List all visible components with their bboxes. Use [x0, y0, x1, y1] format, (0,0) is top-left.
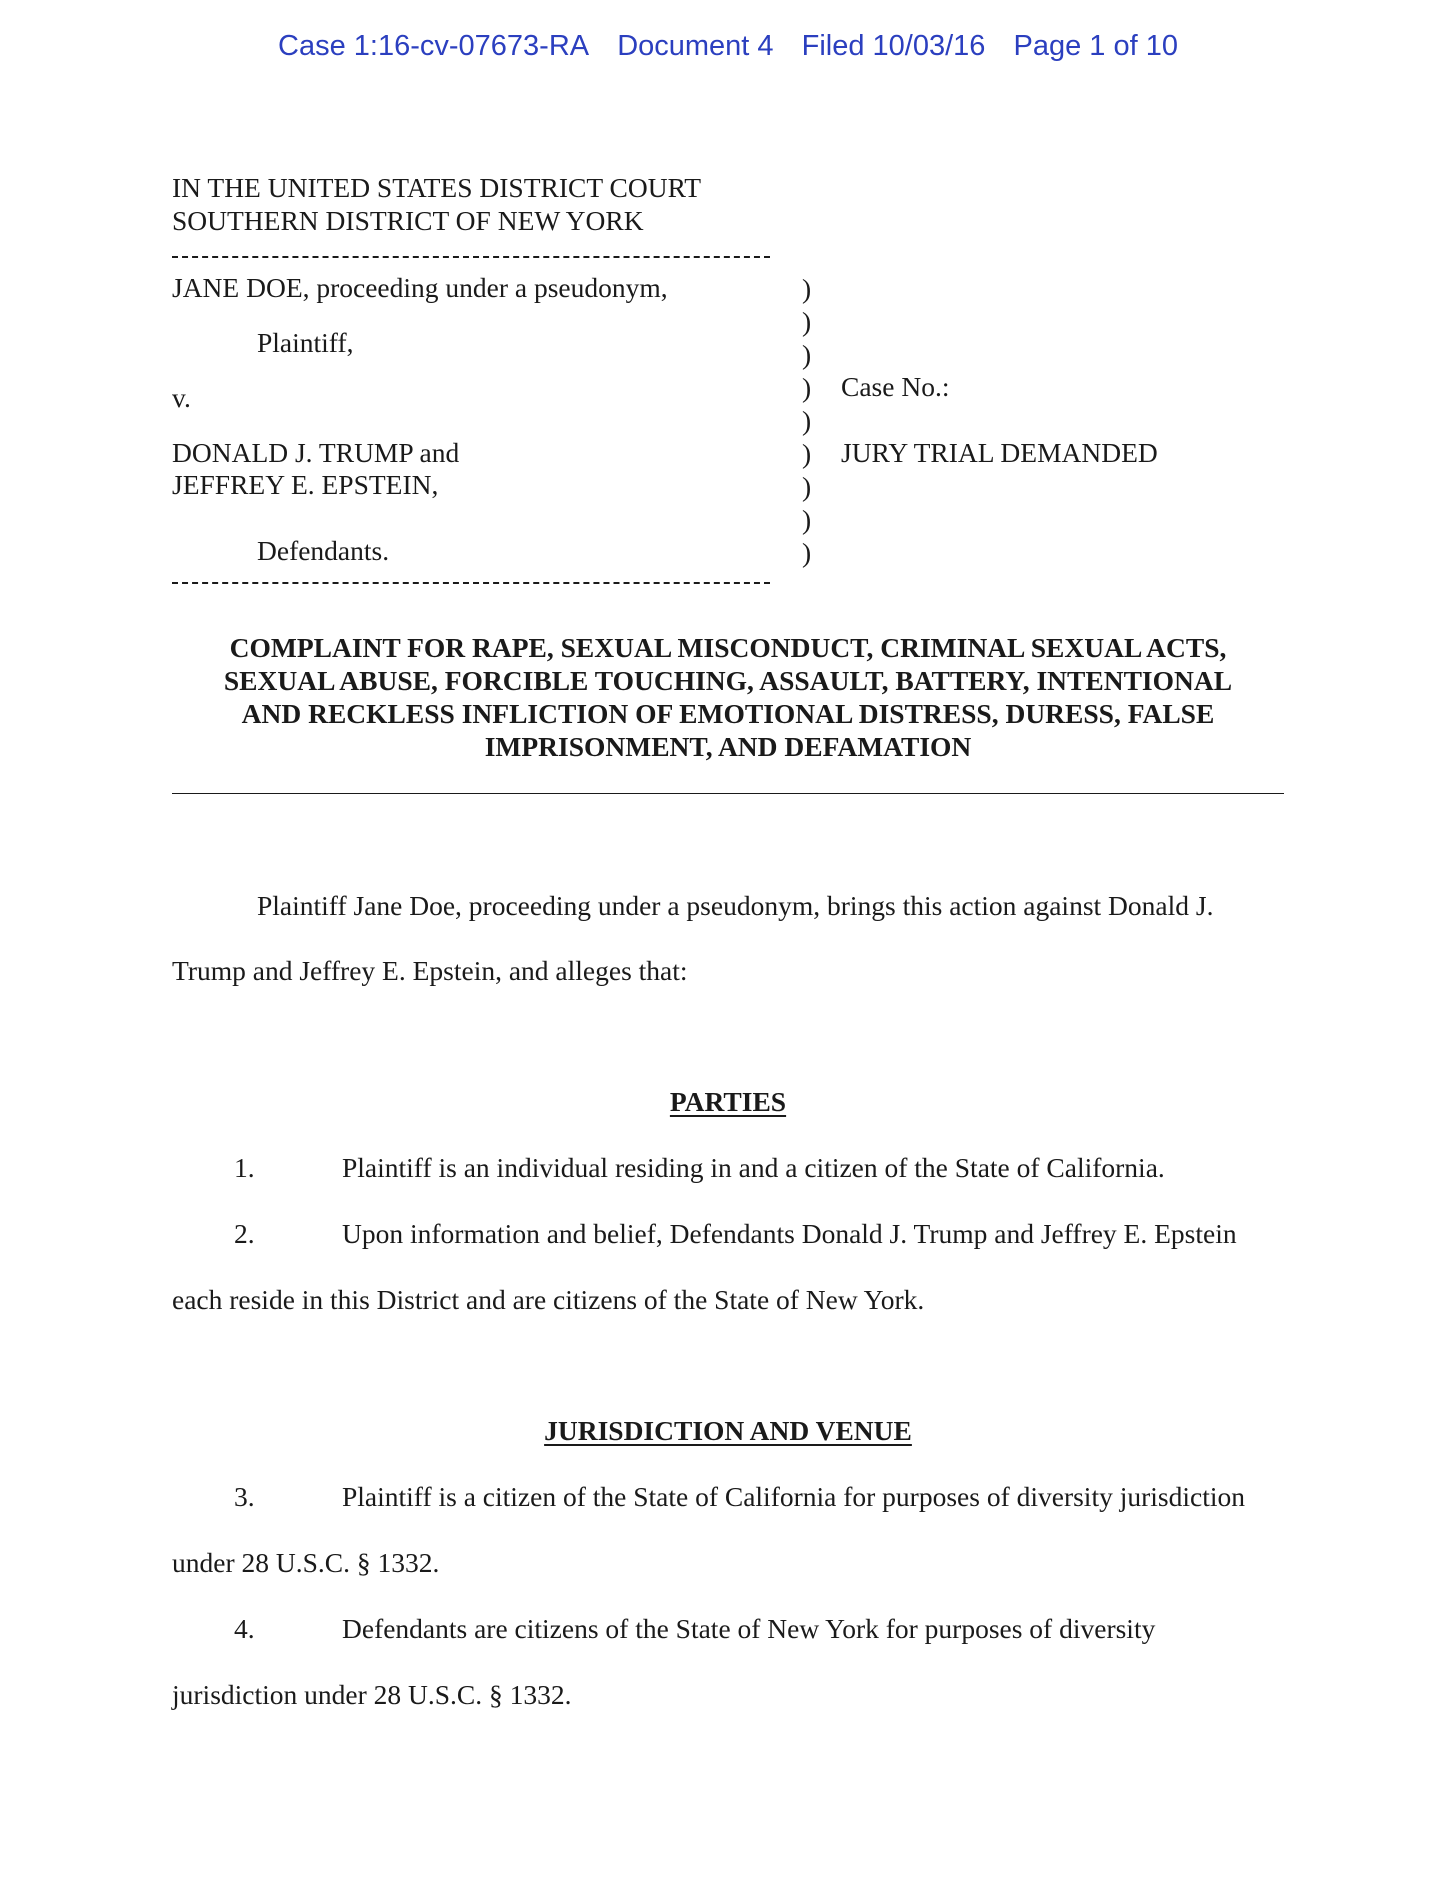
complaint-title-line: SEXUAL ABUSE, FORCIBLE TOUCHING, ASSAULT, BATTERY, INTENTIONAL — [223, 665, 1233, 696]
plaintiff-name: JANE DOE, proceeding under a pseudonym, — [172, 272, 668, 303]
paragraph-number: 3. — [234, 1481, 255, 1512]
paragraph-text: Plaintiff is a citizen of the State of California for purposes of diversity jurisdiction — [342, 1481, 1245, 1512]
title-rule — [172, 793, 1284, 794]
caption-paren: ) — [802, 438, 812, 469]
intro-line-1: Plaintiff Jane Doe, proceeding under a pseudonym, brings this action against Donald J. — [257, 890, 1214, 921]
intro-line-2: Trump and Jeffrey E. Epstein, and alleges that: — [172, 955, 688, 986]
paragraph-text: Defendants are citizens of the State of New York for purposes of diversity — [342, 1613, 1156, 1644]
caption-paren: ) — [802, 537, 812, 568]
caption-paren: ) — [802, 273, 812, 304]
paragraph-text: Plaintiff is an individual residing in and a citizen of the State of California. — [342, 1152, 1165, 1183]
filing-stamp — [0, 30, 1456, 63]
section-heading-parties: PARTIES — [669, 1086, 787, 1117]
defendant-name-line-1: DONALD J. TRUMP and — [172, 437, 460, 468]
section-heading-jurisdiction: JURISDICTION AND VENUE — [544, 1415, 912, 1446]
case-number-label: Case No.: — [841, 371, 950, 402]
caption-paren: ) — [802, 372, 812, 403]
caption-paren: ) — [802, 504, 812, 535]
stamp-case-number: Case 1:16-cv-07673-RA — [278, 30, 590, 62]
jury-demand: JURY TRIAL DEMANDED — [841, 437, 1158, 468]
caption-paren: ) — [802, 306, 812, 337]
stamp-page-number: Page 1 of 10 — [1013, 30, 1178, 62]
caption-paren: ) — [802, 339, 812, 370]
complaint-title — [0, 631, 1456, 763]
paragraph-text: each reside in this District and are citizens of the State of New York. — [172, 1284, 925, 1315]
caption-bottom-rule — [172, 582, 770, 584]
caption-paren: ) — [802, 405, 812, 436]
caption-paren: ) — [802, 471, 812, 502]
paragraph-number: 2. — [234, 1218, 255, 1249]
defendant-name-line-2: JEFFREY E. EPSTEIN, — [172, 469, 439, 500]
court-name-line-2: SOUTHERN DISTRICT OF NEW YORK — [172, 205, 644, 236]
defendant-role: Defendants. — [257, 535, 390, 566]
court-name-line-1: IN THE UNITED STATES DISTRICT COURT — [172, 172, 702, 203]
paragraph-number: 1. — [234, 1152, 255, 1183]
paragraph-text: under 28 U.S.C. § 1332. — [172, 1547, 440, 1578]
stamp-document-number: Document 4 — [617, 30, 774, 62]
paragraph-number: 4. — [234, 1613, 255, 1644]
versus: v. — [172, 382, 191, 413]
complaint-title-line: COMPLAINT FOR RAPE, SEXUAL MISCONDUCT, CRIMINAL SEXUAL ACTS, — [229, 632, 1227, 663]
complaint-title-line: IMPRISONMENT, AND DEFAMATION — [484, 731, 972, 762]
paragraph-text: jurisdiction under 28 U.S.C. § 1332. — [172, 1679, 572, 1710]
complaint-title-line: AND RECKLESS INFLICTION OF EMOTIONAL DISTRESS, DURESS, FALSE — [241, 698, 1215, 729]
paragraph-text: Upon information and belief, Defendants Donald J. Trump and Jeffrey E. Epstein — [342, 1218, 1237, 1249]
stamp-filed-date: Filed 10/03/16 — [801, 30, 986, 62]
plaintiff-role: Plaintiff, — [257, 327, 354, 358]
caption-top-rule — [172, 256, 770, 258]
